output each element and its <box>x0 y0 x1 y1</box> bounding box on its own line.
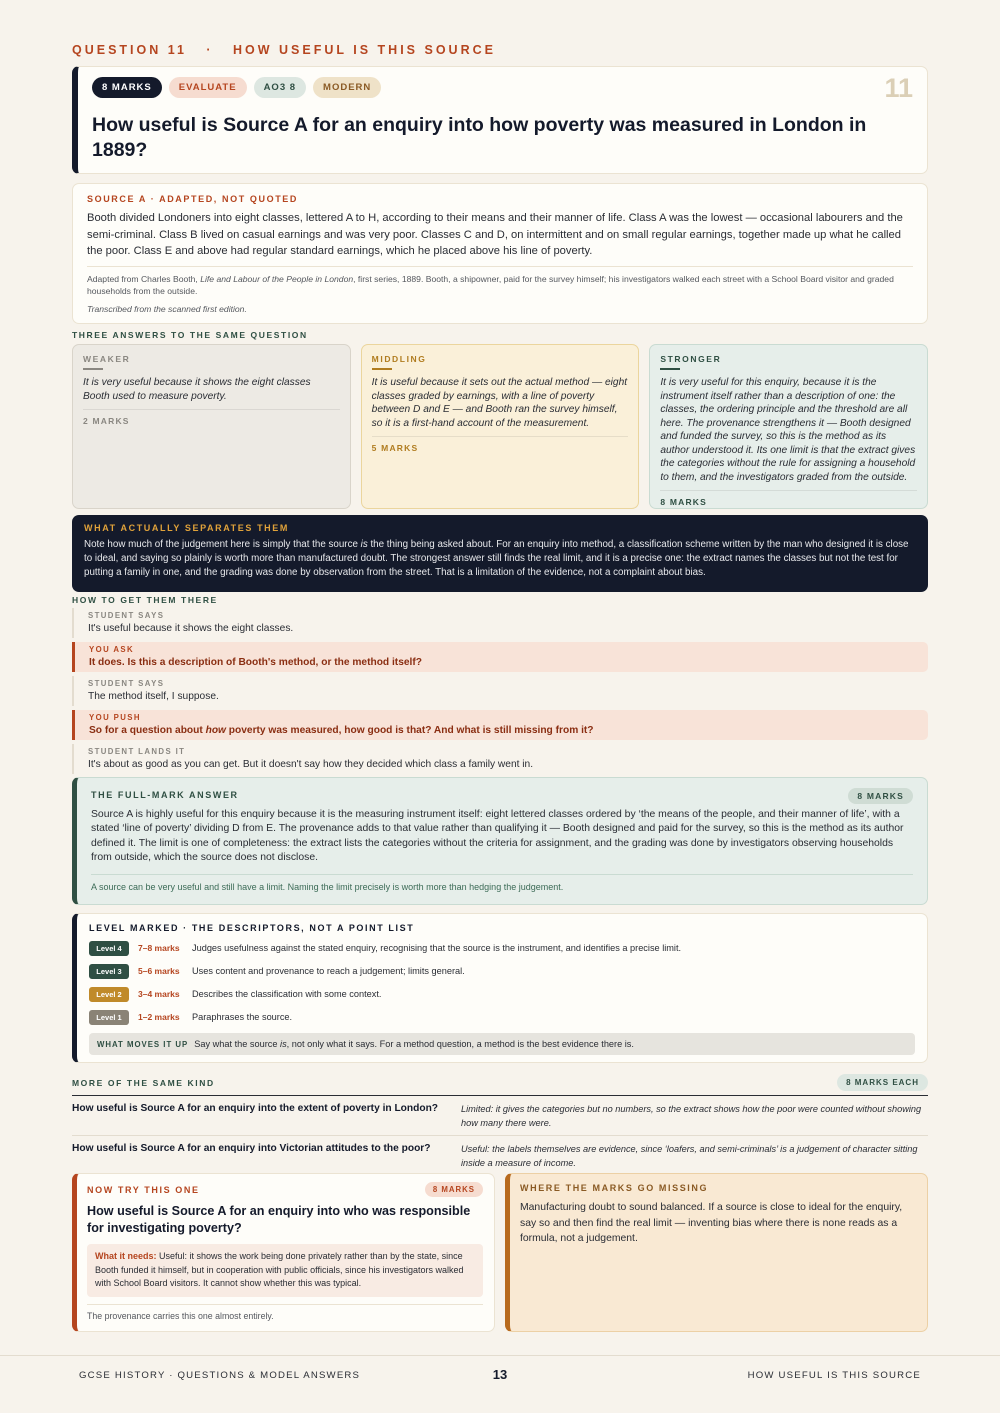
try-question: How useful is Source A for an enquiry into who was responsible for investigating poverty? <box>87 1204 471 1235</box>
answer-marks: 2 MARKS <box>83 416 130 426</box>
level-descriptor: Describes the classification with some context. <box>192 989 382 999</box>
period-pill: MODERN <box>313 77 381 98</box>
level-descriptor: Paraphrases the source. <box>192 1012 293 1022</box>
marks-missing-card <box>505 1173 928 1332</box>
stronger-answer-card <box>649 344 928 509</box>
ao-pill: AO3 8 <box>254 77 306 98</box>
page-number: 13 <box>492 1367 508 1382</box>
question-card <box>72 66 928 174</box>
full-mark-answer <box>72 777 928 905</box>
tag-rule <box>372 368 392 370</box>
weaker-answer-card <box>72 344 351 509</box>
dialogue-line: The method itself, I suppose. <box>88 691 219 702</box>
dialogue-heading: HOW TO GET THEM THERE <box>72 595 218 605</box>
kicker-dot: · <box>206 43 214 57</box>
answer-text: It is useful because it sets out the actual method — eight classes graded by earnings, with a line of poverty between D and E — and Booth ran the survey himself, so it is a first-hand account of the measurement. <box>372 376 629 437</box>
answer-tag: MIDDLING <box>371 354 427 364</box>
level-marks: 3–4 marks <box>138 989 180 999</box>
speaker-label: STUDENT SAYS <box>88 679 165 688</box>
dialogue-line: It's useful because it shows the eight classes. <box>88 623 294 634</box>
source-citation <box>87 266 913 298</box>
moves-post: , not only what it says. For a method question, a method is the best evidence there is. <box>286 1039 634 1049</box>
dialogue-line: It's about as good as you can get. But it doesn't say how they decided which class a family went in. <box>88 759 534 770</box>
kicker-question: QUESTION 11 <box>72 43 187 57</box>
line-pre: So for a question about <box>89 725 206 736</box>
more-answer: Limited: it gives the categories but no numbers, so the extract shows how the poor were counted without showing how many there were. <box>461 1104 922 1128</box>
source-note: Transcribed from the scanned first edition. <box>87 303 247 314</box>
more-header <box>72 1074 928 1096</box>
moves-label: WHAT MOVES IT UP <box>97 1040 189 1049</box>
dialogue-line <box>89 725 914 736</box>
evaluate-pill: EVALUATE <box>169 77 247 98</box>
answer-text: It is very useful because it shows the eight classes Booth used to measure poverty. <box>83 376 340 410</box>
speaker-label: STUDENT SAYS <box>88 611 165 620</box>
answer-marks: 5 MARKS <box>371 443 419 453</box>
full-answer-foot: A source can be very useful and still have a limit. Naming the limit precisely is worth more than hedging the judgement. <box>91 874 913 892</box>
question-text: How useful is Source A for an enquiry into how poverty was measured in London in 1889? <box>92 114 867 161</box>
try-badge: 8 MARKS <box>425 1182 483 1197</box>
try-foot: The provenance carries this one almost entirely. <box>87 1304 483 1321</box>
separates-label: WHAT ACTUALLY SEPARATES THEM <box>84 523 289 533</box>
question-number: 11 <box>884 73 913 103</box>
level-row <box>89 963 915 979</box>
answers-heading: THREE ANSWERS TO THE SAME QUESTION <box>72 330 308 340</box>
moves-pre: Say what the source <box>194 1039 281 1049</box>
student-turn <box>72 744 928 774</box>
missing-label: WHERE THE MARKS GO MISSING <box>520 1183 709 1193</box>
level-marks: 5–6 marks <box>138 966 180 976</box>
what-it-needs <box>87 1244 483 1297</box>
full-answer-label: THE FULL-MARK ANSWER <box>91 790 239 800</box>
cite-pre: Adapted from Charles Booth, <box>87 273 201 284</box>
level-badge: Level 4 <box>89 941 129 956</box>
page-footer <box>0 1355 1000 1413</box>
level-badge: Level 2 <box>89 987 129 1002</box>
try-this-card <box>72 1173 495 1332</box>
levels-label: LEVEL MARKED · THE DESCRIPTORS, NOT A POINT LIST <box>89 923 415 933</box>
try-label: NOW TRY THIS ONE <box>87 1185 200 1195</box>
cite-post: , first series, 1889. Booth, a shipowner, paid for the survey himself; his investigators walked each street with a School Board visitor and graded households from the outside. <box>87 273 894 296</box>
level-descriptors <box>72 913 928 1063</box>
moves-em: is <box>280 1039 287 1049</box>
speaker-label: YOU PUSH <box>89 713 141 722</box>
level-row <box>89 940 915 956</box>
more-question-row <box>72 1141 928 1175</box>
separates-pre: Note how much of the judgement here is simply that the source <box>84 539 361 550</box>
student-turn <box>72 676 928 706</box>
more-question: How useful is Source A for an enquiry into the extent of poverty in London? <box>72 1103 439 1114</box>
footer-book-title: GCSE HISTORY · QUESTIONS & MODEL ANSWERS <box>79 1370 361 1381</box>
separates-em: is <box>360 539 368 550</box>
separates-post: the thing being asked about. For an enquiry into method, a classification scheme written by the man who designed it is close to ideal, and saying so plainly is worth more than manufactured doubt. The strongest answer still finds the real limit, and it is a precise one: the extract names the classes but not the test for putting a family in one, and the grading was done by observation from the street. That is a limitation of the evidence, not a complaint about bias. <box>84 539 909 578</box>
level-descriptor: Uses content and provenance to reach a judgement; limits general. <box>192 966 465 976</box>
level-marks: 7–8 marks <box>138 943 180 953</box>
answer-tag: WEAKER <box>83 354 131 364</box>
more-question-row <box>72 1101 928 1136</box>
more-heading: MORE OF THE SAME KIND <box>72 1078 215 1088</box>
source-card <box>72 183 928 324</box>
missing-body: Manufacturing doubt to sound balanced. If a source is close to ideal for the enquiry, say so and then find the real limit — inventing bias where there is none reads as a formula, not a judgement. <box>520 1202 903 1244</box>
answer-tag: STRONGER <box>660 354 722 364</box>
level-marks: 1–2 marks <box>138 1012 180 1022</box>
needs-text: Useful: it shows the work being done privately rather than by the state, since Booth funded it himself, but in cooperation with public officials, since his investigators walked with School Board visitors. It cannot show whether this was typical. <box>95 1251 464 1288</box>
middling-answer-card <box>361 344 640 509</box>
teaching-dialogue <box>72 608 928 774</box>
question-tags <box>92 77 381 98</box>
separates-panel <box>72 515 928 592</box>
footer-section-title: HOW USEFUL IS THIS SOURCE <box>747 1370 921 1381</box>
dialogue-line: It does. Is this a description of Booth's method, or the method itself? <box>89 657 422 668</box>
more-answer: Useful: the labels themselves are evidence, since ‘loafers, and semi-criminals’ is a judgement of character sitting inside a measure of income. <box>461 1144 918 1168</box>
source-body: Booth divided Londoners into eight classes, lettered A to H, according to their means and their manner of life. Class A was the lowest — occasional labourers and the semi-criminal. Class B lived on casual earnings and was very poor. Classes C and D, on intermittent and on small regular earnings, together made up what he called the poor. Class E and above had regular standard earnings, which he placed above his line of poverty. <box>87 212 903 257</box>
question-kicker <box>72 43 496 57</box>
source-label: SOURCE A · ADAPTED, NOT QUOTED <box>87 194 299 204</box>
tag-rule <box>83 368 103 370</box>
tag-rule <box>660 368 680 370</box>
level-badge: Level 3 <box>89 964 129 979</box>
level-row <box>89 1009 915 1025</box>
more-badge: 8 MARKS EACH <box>837 1074 928 1091</box>
more-question: How useful is Source A for an enquiry into Victorian attitudes to the poor? <box>72 1143 431 1154</box>
teacher-turn <box>72 642 928 672</box>
marks-pill: 8 MARKS <box>92 77 162 98</box>
answer-comparison <box>72 344 928 509</box>
separates-body <box>84 538 916 580</box>
answer-marks: 8 MARKS <box>660 497 707 507</box>
teacher-turn <box>72 710 928 740</box>
more-questions <box>72 1101 928 1180</box>
full-answer-badge: 8 MARKS <box>848 788 913 804</box>
level-badge: Level 1 <box>89 1010 129 1025</box>
line-post: poverty was measured, how good is that? And what is still missing from it? <box>225 725 594 736</box>
level-descriptor: Judges usefulness against the stated enquiry, recognising that the source is the instrument, and identifies a precise limit. <box>192 943 682 953</box>
student-turn <box>72 608 928 638</box>
full-answer-body: Source A is highly useful for this enquiry because it is the measuring instrument itself: eight lettered classes ordered by ‘the means of the people, and their manner of life’, with a stated ‘line of poverty’ dividing D from E. The provenance adds to that value rather than qualifying it — Booth designed and paid for the survey, so this is the method as its author defined it. The limit is one of completeness: the extract lists the categories without the criteria for assignment, and the grading was done by investigators observing households from outside, which the source does not disclose. <box>91 809 904 864</box>
kicker-topic: HOW USEFUL IS THIS SOURCE <box>233 43 496 57</box>
speaker-label: YOU ASK <box>89 645 135 654</box>
line-em: how <box>205 725 226 736</box>
answer-text: It is very useful for this enquiry, because it is the instrument itself rather than a description of one: the classes, the ordering principle and the threshold are all here. The provenance strengthens it — Booth designed and funded the survey, so this is the method as its author understood it. Its one limit is that the extract gives the categories without the rule for assigning a household to them, and the investigators graded from the outside. <box>660 376 917 491</box>
cite-title: Life and Labour of the People in London <box>200 273 354 284</box>
speaker-label: STUDENT LANDS IT <box>88 747 186 756</box>
moves-it-up <box>89 1033 915 1055</box>
level-row <box>89 986 915 1002</box>
needs-label: What it needs: <box>95 1251 157 1261</box>
